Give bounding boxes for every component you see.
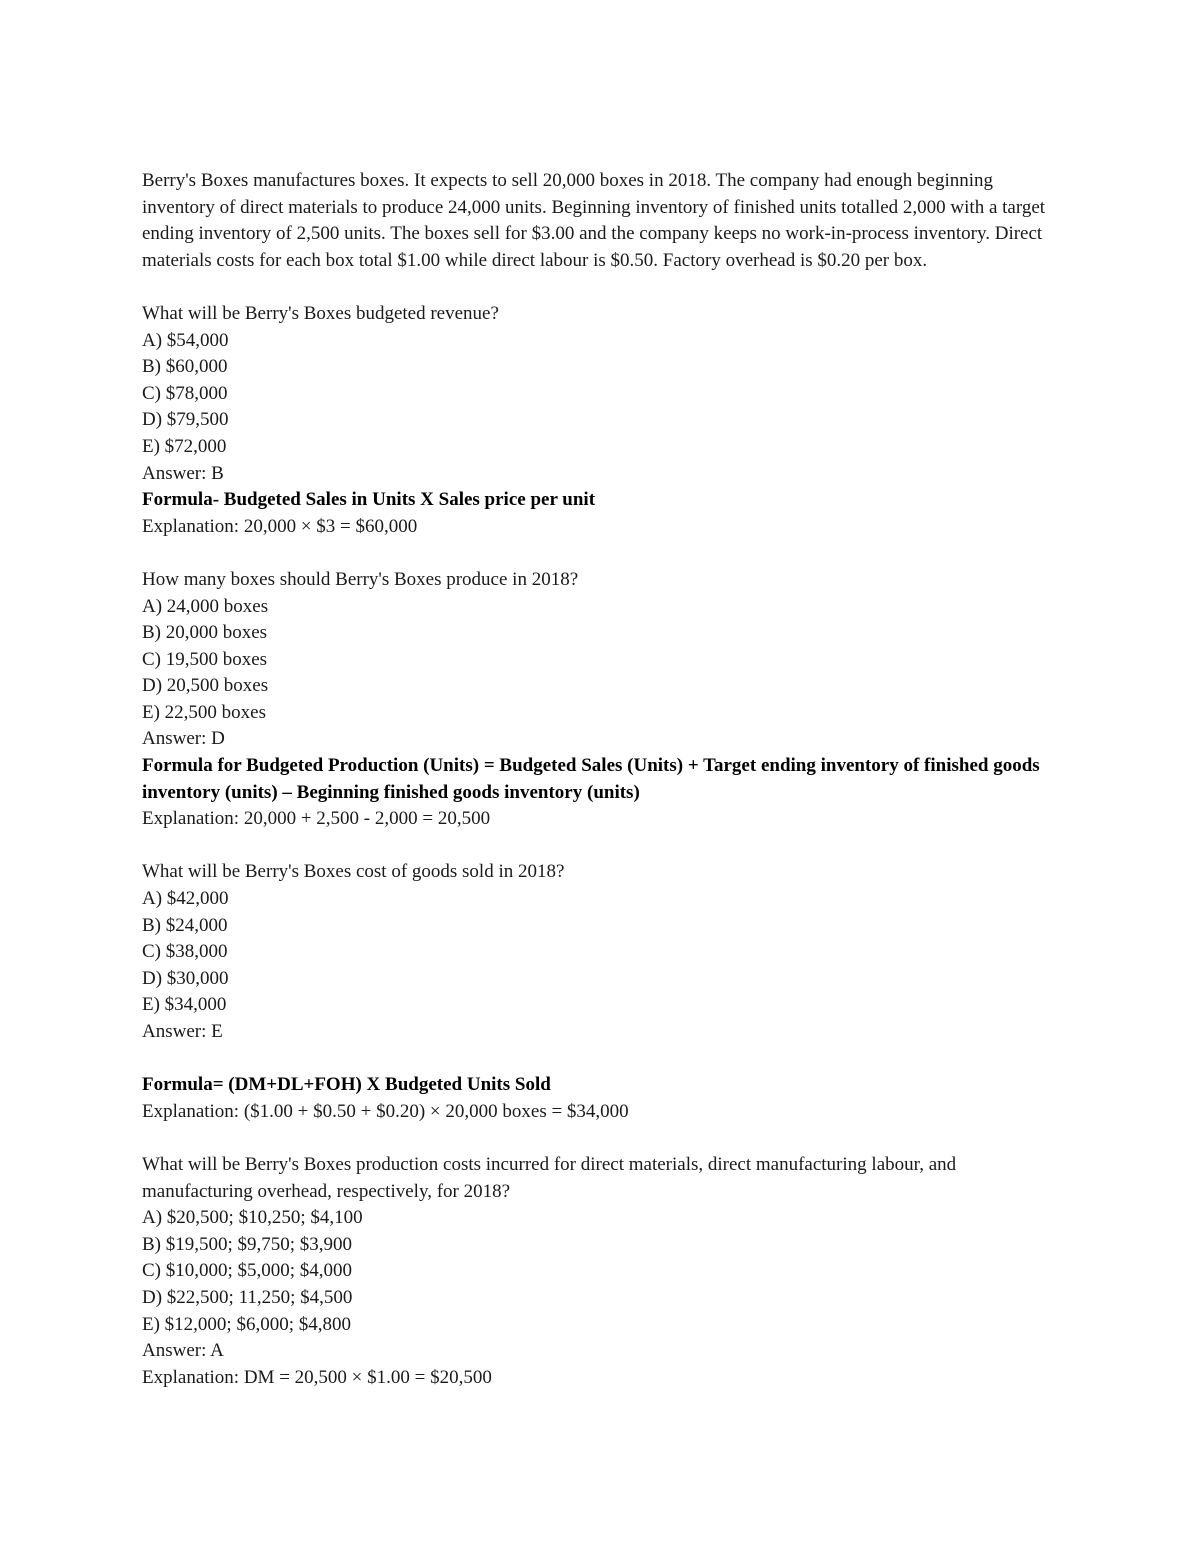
option-a: A) $20,500; $10,250; $4,100 xyxy=(142,1207,363,1229)
intro-paragraph: Berry's Boxes manufactures boxes. It expects to sell 20,000 boxes in 2018. The company had enough beginning inventory of direct materials to produce 24,000 units. Beginning inventory of finished units totalled 2,000 with a target ending inventory of 2,500 units. The boxes sell for $3.00 and the company keeps no work-in-process inventory. Direct materials costs for each box total $1.00 while direct labour is $0.50. Factory overhead is $0.20 per box. xyxy=(142,170,1046,271)
answer-options xyxy=(142,328,1054,461)
spacer xyxy=(142,540,1054,567)
spacer xyxy=(142,1125,1054,1152)
option-a: A) $54,000 xyxy=(142,329,229,351)
option-c: C) $38,000 xyxy=(142,941,228,963)
answer-line: Answer: B xyxy=(142,462,224,484)
spacer xyxy=(142,833,1054,860)
answer-line: Answer: D xyxy=(142,728,225,750)
option-e: E) $72,000 xyxy=(142,435,227,457)
question-block-3 xyxy=(142,859,1054,1125)
option-a: A) $42,000 xyxy=(142,888,229,910)
question-text: What will be Berry's Boxes cost of goods sold in 2018? xyxy=(142,861,565,883)
formula-line: Formula- Budgeted Sales in Units X Sales price per unit xyxy=(142,489,596,511)
option-d: D) 20,500 boxes xyxy=(142,675,269,697)
option-b: B) $60,000 xyxy=(142,356,228,378)
question-text: What will be Berry's Boxes budgeted revenue? xyxy=(142,302,499,324)
option-c: C) $10,000; $5,000; $4,000 xyxy=(142,1260,353,1282)
document-page xyxy=(142,168,1054,1391)
option-d: D) $79,500 xyxy=(142,409,229,431)
spacer xyxy=(142,1046,1054,1073)
option-a: A) 24,000 boxes xyxy=(142,595,269,617)
answer-options xyxy=(142,594,1054,727)
option-e: E) 22,500 boxes xyxy=(142,701,267,723)
question-text: What will be Berry's Boxes production costs incurred for direct materials, direct manufacturing labour, and manufacturing overhead, respectively, for 2018? xyxy=(142,1153,957,1202)
explanation-line: Explanation: ($1.00 + $0.50 + $0.20) × 20,000 boxes = $34,000 xyxy=(142,1100,629,1122)
option-e: E) $34,000 xyxy=(142,994,227,1016)
formula-line: Formula= (DM+DL+FOH) X Budgeted Units Sold xyxy=(142,1074,551,1096)
option-d: D) $22,500; 11,250; $4,500 xyxy=(142,1286,353,1308)
question-text: How many boxes should Berry's Boxes produce in 2018? xyxy=(142,568,579,590)
option-e: E) $12,000; $6,000; $4,800 xyxy=(142,1313,351,1335)
question-block-1 xyxy=(142,301,1054,540)
spacer xyxy=(142,274,1054,301)
question-block-4 xyxy=(142,1152,1054,1391)
explanation-line: Explanation: DM = 20,500 × $1.00 = $20,500 xyxy=(142,1366,492,1388)
explanation-line: Explanation: 20,000 + 2,500 - 2,000 = 20,500 xyxy=(142,808,491,830)
option-b: B) 20,000 boxes xyxy=(142,622,268,644)
option-c: C) $78,000 xyxy=(142,382,228,404)
answer-line: Answer: E xyxy=(142,1021,223,1042)
option-c: C) 19,500 boxes xyxy=(142,648,268,670)
option-d: D) $30,000 xyxy=(142,967,229,989)
answer-line: Answer: A xyxy=(142,1340,224,1362)
answer-options xyxy=(142,1205,1054,1338)
formula-line: Formula for Budgeted Production (Units) = Budgeted Sales (Units) + Target ending inventory of finished goods inventory (units) – Beginning finished goods inventory (units) xyxy=(142,755,1040,803)
question-block-2 xyxy=(142,567,1054,833)
explanation-line: Explanation: 20,000 × $3 = $60,000 xyxy=(142,515,418,537)
answer-options xyxy=(142,886,1054,1019)
option-b: B) $19,500; $9,750; $3,900 xyxy=(142,1233,353,1255)
option-b: B) $24,000 xyxy=(142,914,228,936)
